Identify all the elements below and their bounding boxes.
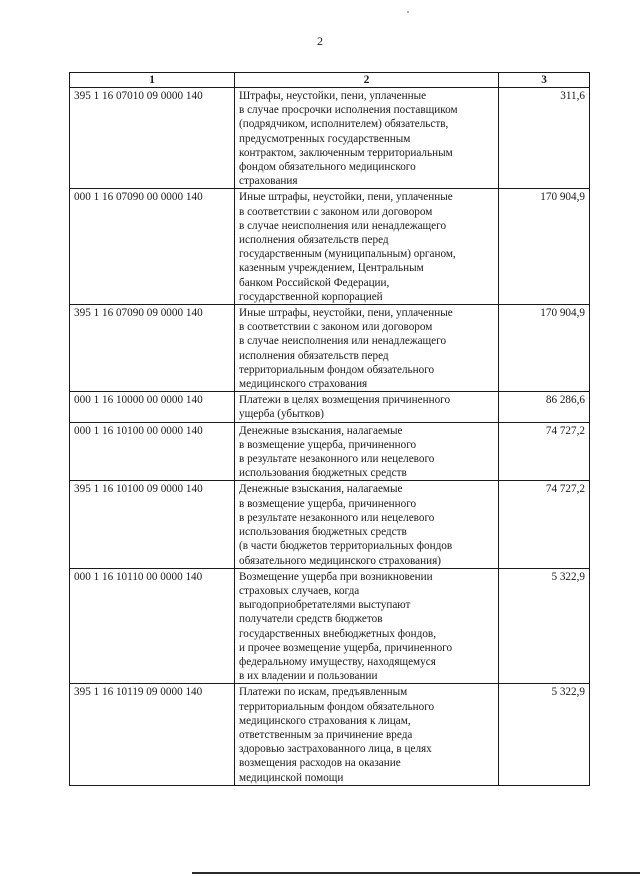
- description-line: Возмещение ущерба при возникновении: [239, 570, 433, 583]
- amount-value: 5 322,9: [499, 568, 590, 684]
- amount-value: 170 904,9: [499, 305, 590, 392]
- description-line: банком Российской Федерации,: [239, 276, 390, 289]
- revenue-description: [235, 392, 499, 422]
- revenue-description: [235, 88, 499, 189]
- description-line: в случае неисполнения или ненадлежащего: [239, 219, 447, 232]
- amount-value: 311,6: [499, 88, 590, 189]
- budget-classification-code: 395 1 16 10119 09 0000 140: [70, 684, 235, 785]
- description-line: возмещения расходов на оказание: [239, 757, 401, 770]
- revenue-description: [235, 189, 499, 305]
- description-line: территориальным фондом обязательного: [239, 363, 435, 376]
- description-line: обязательного медицинского страхования): [239, 554, 441, 567]
- budget-classification-code: 395 1 16 07010 09 0000 140: [70, 88, 235, 189]
- description-line: в возмещение ущерба, причиненного: [239, 497, 417, 510]
- revenue-description: [235, 481, 499, 568]
- description-line: государственным (муниципальным) органом,: [239, 248, 456, 261]
- description-line: в возмещение ущерба, причиненного: [239, 438, 417, 451]
- table-row: [70, 481, 590, 568]
- description-line: казенным учреждением, Центральным: [239, 262, 424, 275]
- description-line: контрактом, заключенным территориальным: [239, 146, 453, 159]
- column-header-description: 2: [235, 73, 499, 88]
- description-line: Иные штрафы, неустойки, пени, уплаченные: [239, 307, 453, 320]
- description-line: фондом обязательного медицинского: [239, 161, 416, 174]
- description-line: здоровью застрахованного лица, в целях: [239, 743, 432, 756]
- amount-value: 74 727,2: [499, 422, 590, 481]
- table-row: [70, 392, 590, 422]
- description-line: в результате незаконного или нецелевого: [239, 453, 435, 466]
- description-line: в соответствии с законом или договором: [239, 205, 433, 218]
- budget-classification-code: 395 1 16 10100 09 0000 140: [70, 481, 235, 568]
- amount-value: 86 286,6: [499, 392, 590, 422]
- scan-speck: [407, 11, 409, 13]
- bottom-rule: [192, 872, 640, 874]
- description-line: федеральному имуществу, находящемуся: [239, 655, 436, 668]
- budget-classification-code: 395 1 16 07090 09 0000 140: [70, 305, 235, 392]
- description-line: и прочее возмещение ущерба, причиненного: [239, 641, 453, 654]
- description-line: государственной корпорацией: [239, 290, 383, 303]
- description-line: предусмотренных государственным: [239, 132, 411, 145]
- table-row: [70, 88, 590, 189]
- revenue-description: [235, 684, 499, 785]
- description-line: использования бюджетных средств: [239, 467, 407, 480]
- table-row: [70, 305, 590, 392]
- description-line: медицинской помощи: [239, 771, 344, 784]
- description-line: в случае просрочки исполнения поставщиком: [239, 104, 458, 117]
- description-line: страхования: [239, 175, 298, 188]
- description-line: Денежные взыскания, налагаемые: [239, 483, 403, 496]
- column-header-amount: 3: [499, 73, 590, 88]
- revenue-description: [235, 305, 499, 392]
- description-line: использования бюджетных средств: [239, 526, 407, 539]
- table-row: [70, 422, 590, 481]
- table-row: [70, 684, 590, 785]
- description-line: получатели средств бюджетов: [239, 613, 383, 626]
- description-line: исполнения обязательств перед: [239, 234, 389, 247]
- description-line: выгодоприобретателями выступают: [239, 599, 411, 612]
- description-line: Иные штрафы, неустойки, пени, уплаченные: [239, 191, 453, 204]
- description-line: в случае неисполнения или ненадлежащего: [239, 335, 447, 348]
- amount-value: 74 727,2: [499, 481, 590, 568]
- budget-classification-code: 000 1 16 10000 00 0000 140: [70, 392, 235, 422]
- description-line: (подрядчиком, исполнителем) обязательств,: [239, 118, 449, 131]
- amount-value: 170 904,9: [499, 189, 590, 305]
- description-line: страховых случаев, когда: [239, 584, 360, 597]
- description-line: Платежи по искам, предъявленным: [239, 686, 408, 699]
- column-header-code: 1: [70, 73, 235, 88]
- budget-classification-code: 000 1 16 07090 00 0000 140: [70, 189, 235, 305]
- budget-classification-code: 000 1 16 10100 00 0000 140: [70, 422, 235, 481]
- table-row: [70, 568, 590, 684]
- description-line: Денежные взыскания, налагаемые: [239, 424, 403, 437]
- description-line: ущерба (убытков): [239, 408, 324, 421]
- budget-classification-code: 000 1 16 10110 00 0000 140: [70, 568, 235, 684]
- description-line: территориальным фондом обязательного: [239, 700, 435, 713]
- table-body: [70, 88, 590, 786]
- revenue-description: [235, 422, 499, 481]
- description-line: медицинского страхования: [239, 378, 368, 391]
- table-header-row: [70, 73, 590, 88]
- description-line: в соответствии с законом или договором: [239, 321, 433, 334]
- amount-value: 5 322,9: [499, 684, 590, 785]
- description-line: Штрафы, неустойки, пени, уплаченные: [239, 90, 427, 102]
- description-line: ответственным за причинение вреда: [239, 728, 413, 741]
- description-line: государственных внебюджетных фондов,: [239, 627, 436, 640]
- description-line: (в части бюджетов территориальных фондов: [239, 540, 453, 553]
- description-line: в результате незаконного или нецелевого: [239, 511, 435, 524]
- description-line: медицинского страхования к лицам,: [239, 714, 411, 727]
- description-line: Платежи в целях возмещения причиненного: [239, 394, 451, 407]
- page-number: 2: [317, 34, 323, 48]
- description-line: в их владении и пользовании: [239, 670, 378, 683]
- revenue-table: [69, 72, 590, 786]
- table-row: [70, 189, 590, 305]
- revenue-description: [235, 568, 499, 684]
- description-line: исполнения обязательств перед: [239, 349, 389, 362]
